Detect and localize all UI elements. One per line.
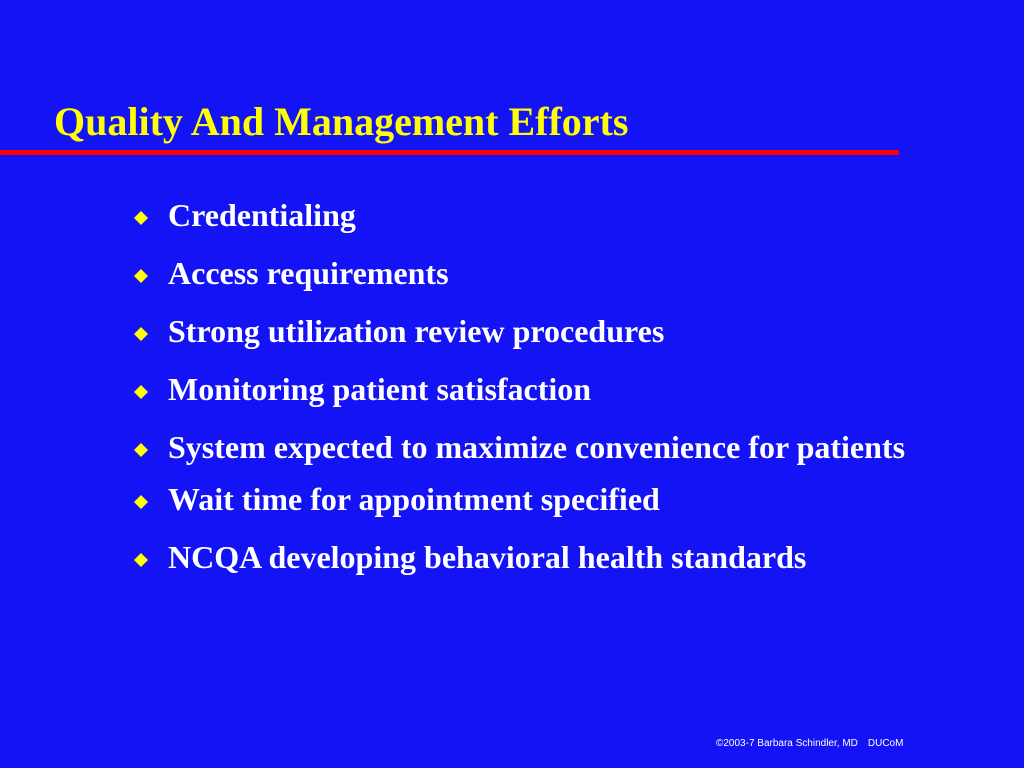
- bullet-text: NCQA developing behavioral health standards: [168, 539, 807, 575]
- bullet-item: [132, 369, 1002, 409]
- footer-org: DUCoM: [867, 738, 904, 749]
- bullet-item: [132, 195, 1002, 235]
- diamond-bullet-icon: [134, 385, 148, 399]
- bullet-text: Credentialing: [168, 197, 356, 233]
- diamond-bullet-icon: [134, 269, 148, 283]
- bullet-list: [132, 195, 1002, 595]
- bullet-text: System expected to maximize convenience for patients: [168, 429, 906, 465]
- footer-copyright: ©2003-7 Barbara Schindler, MD: [716, 738, 858, 749]
- bullet-text: Strong utilization review procedures: [168, 313, 665, 349]
- bullet-item: [132, 311, 1002, 351]
- title-underline: [0, 150, 899, 155]
- diamond-bullet-icon: [134, 211, 148, 225]
- slide-footer: [716, 738, 903, 750]
- bullet-text: Wait time for appointment specified: [168, 481, 660, 517]
- bullet-item: [132, 427, 1002, 467]
- diamond-bullet-icon: [134, 327, 148, 341]
- diamond-bullet-icon: [134, 443, 148, 457]
- bullet-item: [132, 253, 1002, 293]
- bullet-text: Monitoring patient satisfaction: [168, 371, 592, 407]
- diamond-bullet-icon: [134, 495, 148, 509]
- bullet-item: [132, 479, 1002, 519]
- bullet-item: [132, 537, 1002, 577]
- diamond-bullet-icon: [134, 553, 148, 567]
- slide-title: Quality And Management Efforts: [54, 99, 629, 144]
- bullet-text: Access requirements: [168, 255, 449, 291]
